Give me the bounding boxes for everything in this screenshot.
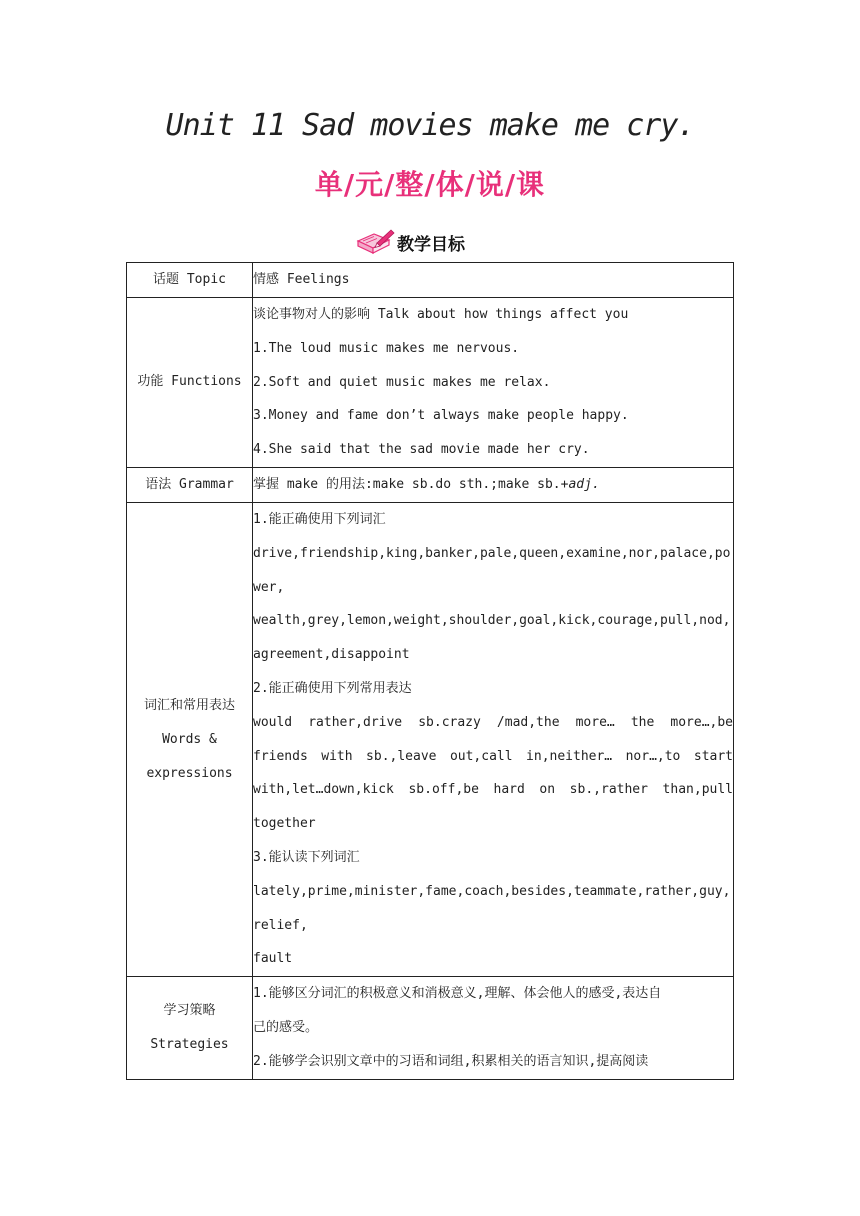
words-line: 1.能正确使用下列词汇 — [253, 511, 386, 527]
words-line: friends with sb.,leave out,call in,neither… nor…,to start — [253, 748, 733, 764]
table-row-grammar — [127, 467, 734, 502]
words-label-line: expressions — [146, 765, 233, 781]
topic-label: 话题 Topic — [127, 263, 253, 298]
words-line: with,let…down,kick sb.off,be hard on sb.,rather than,pull — [253, 782, 733, 798]
functions-line: 4.She said that the sad movie made her cry. — [253, 442, 590, 458]
words-line: would rather,drive sb.crazy /mad,the more… the more…,be — [253, 714, 733, 730]
words-line: fault — [253, 951, 293, 967]
words-line: drive,friendship,king,banker,pale,queen,examine,nor,palace,po — [253, 545, 731, 561]
strategies-label — [127, 977, 253, 1079]
grammar-italic-text: adj. — [568, 477, 600, 493]
words-line: agreement,disappoint — [253, 647, 410, 663]
strategies-label-line: 学习策略 — [163, 1002, 216, 1018]
words-label-line: Words & — [162, 731, 217, 747]
words-line: together — [253, 816, 316, 832]
section-label: 教学目标 — [397, 234, 465, 255]
strategies-label-line: Strategies — [150, 1036, 229, 1052]
words-line: wer, — [253, 579, 285, 595]
words-line: wealth,grey,lemon,weight,shoulder,goal,kick,courage,pull,nod, — [253, 613, 731, 629]
section-heading — [355, 228, 465, 256]
table-row-functions — [127, 298, 734, 468]
strategies-content — [253, 977, 734, 1079]
strategies-line: 1.能够区分词汇的积极意义和消极意义,理解、体会他人的感受,表达自 — [253, 986, 662, 1002]
functions-line: 1.The loud music makes me nervous. — [253, 340, 520, 356]
table-row-topic — [127, 263, 734, 298]
unit-subtitle: 单/元/整/体/说/课 — [314, 168, 546, 201]
words-label-line: 词汇和常用表达 — [143, 697, 235, 713]
words-label — [127, 502, 253, 976]
topic-content: 情感 Feelings — [253, 263, 734, 298]
unit-title: Unit 11 Sad movies make me cry. — [165, 108, 695, 143]
grammar-content — [253, 467, 734, 502]
words-line: 3.能认读下列词汇 — [253, 849, 360, 865]
functions-content — [253, 298, 734, 468]
table-row-words — [127, 502, 734, 976]
strategies-line: 己的感受。 — [253, 1019, 319, 1035]
words-line: lately,prime,minister,fame,coach,besides,teammate,rather,guy, — [253, 883, 731, 899]
table-row-strategies — [127, 977, 734, 1079]
functions-line: 3.Money and fame don’t always make people happy. — [253, 408, 629, 424]
functions-line: 谈论事物对人的影响 Talk about how things affect you — [253, 307, 629, 322]
objectives-table — [126, 262, 734, 1080]
words-content — [253, 502, 734, 976]
grammar-label: 语法 Grammar — [127, 467, 253, 502]
words-line: relief, — [253, 917, 308, 933]
grammar-text: 掌握 make 的用法:make sb.do sth.;make sb.+ — [253, 477, 569, 493]
pencil-notebook-icon — [355, 228, 395, 256]
functions-line: 2.Soft and quiet music makes me relax. — [253, 374, 551, 390]
functions-label: 功能 Functions — [127, 298, 253, 468]
strategies-line: 2.能够学会识别文章中的习语和词组,积累相关的语言知识,提高阅读 — [253, 1053, 649, 1069]
words-line: 2.能正确使用下列常用表达 — [253, 680, 412, 696]
